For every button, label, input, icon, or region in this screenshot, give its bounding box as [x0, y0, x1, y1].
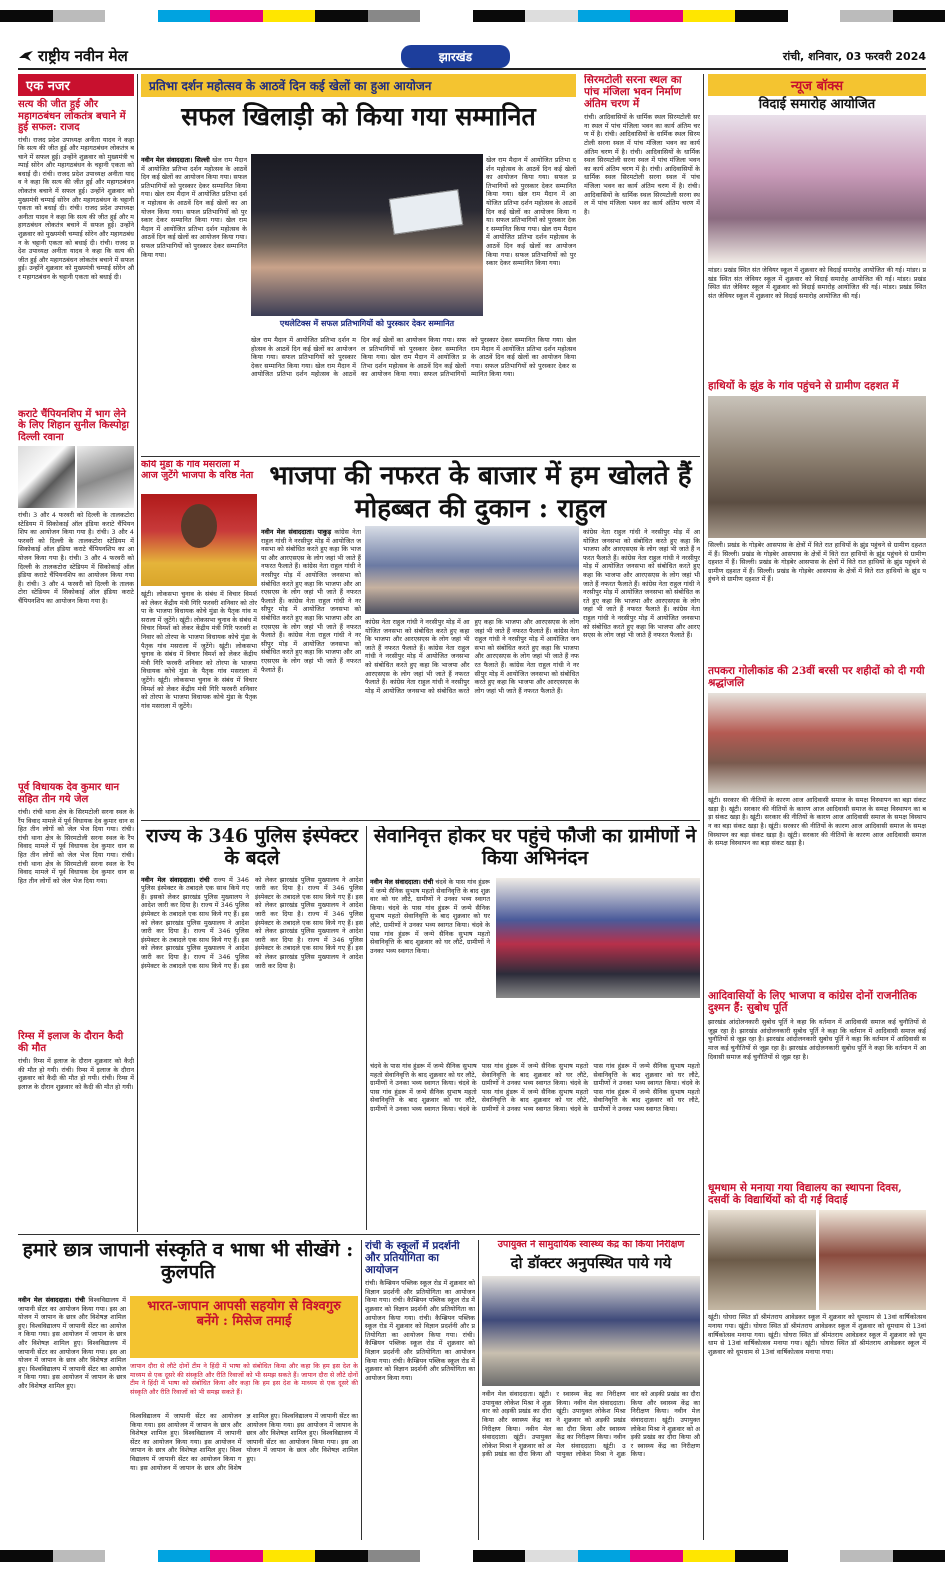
- inspection-photo: [482, 1276, 700, 1386]
- right-story-5-body: खूंटी। घोघरा स्थित डॉ श्रीमंतराय आवेडकर स्कूल में शुक्रवार को धूमधाम से 13वां वार्षिकोत्सव मनाया गया। खूंटी। घोघरा स्थित डॉ श्रीमंतराय आवेडकर स्कूल में शुक्रवार को धूमधाम से 13वां वार्षिकोत्सव मनाया गया। खूंटी। घोघरा स्थित डॉ श्रीमंतराय आवेडकर स्कूल में शुक्रवार को धूमधाम से 13वां वार्षिकोत्सव मनाया गया। खूंटी। घोघरा स्थित डॉ श्रीमंतराय आवेडकर स्कूल में शुक्रवार को धूमधाम से 13वां वार्षिकोत्सव मनाया गया।: [708, 1313, 926, 1356]
- sirmatoli-story: [584, 74, 700, 454]
- karate-photo-2: [77, 446, 134, 508]
- japanese-body-col2: विश्वविद्यालय में जापानी सेंटर का आयोजन किया गया। इस आयोजन में जापान के छात्र और विशेषज्ञ शामिल हुए। विश्वविद्यालय में जापानी सेंटर का आयोजन किया गया। इस आयोजन में जापान के छात्र और विशेषज्ञ शामिल हुए। विश्वविद्यालय में जापानी सेंटर का आयोजन किया गया। इस आयोजन में जापान के छात्र और विशेषज्ञ शामिल हुए। विश्वविद्यालय में जापानी सेंटर का आयोजन किया गया। इस आयोजन में जापान के छात्र और विशेषज्ञ शामिल हुए। विश्वविद्यालय में जापानी सेंटर का आयोजन किया गया। इस आयोजन में जापान के छात्र और विशेषज्ञ शामिल हुए।: [130, 1412, 358, 1472]
- right-story-5-headline: धूमधाम से मनाया गया विद्यालय का स्थापना दिवस, दसवीं के विद्यार्थियों को दी गई विदाई: [708, 1182, 902, 1207]
- left-story-2-headline: कराटे चैंपियनशिप में भाग लेने के लिए शिहान सुनील किस्पोट्टा दिल्ली रवाना: [18, 408, 129, 443]
- koye-munda-kicker: कोये मुंडा के गांव मसराला में आज जुटेंगे भाजपा के वरिष्ठ नेता: [141, 460, 254, 481]
- masthead: [18, 44, 926, 70]
- main-top-body-col3: खेल राम मैदान में आयोजित प्रतिभा दर्शन महोत्सव के आठवें दिन कई खेलों का आयोजन किया गया। सफल प्रतिभागियों को पुरस्कार देकर सम्मानित किया गया। खेल राम मैदान में आयोजित प्रतिभा दर्शन महोत्सव के आठवें दिन कई खेलों का आयोजन किया गया। सफल प्रतिभागियों को पुरस्कार देकर सम्मानित किया गया। खेल राम मैदान में आयोजित प्रतिभा दर्शन महोत्सव के आठवें दिन कई खेलों का आयोजन किया गया। सफल प्रतिभागियों को पुरस्कार देकर सम्मानित किया गया।: [486, 156, 576, 268]
- column-rule: [478, 1240, 479, 1540]
- newspaper-name: राष्ट्रीय नवीन मेल: [38, 47, 128, 65]
- japan-quote-headline: भारत-जापान आपसी सहयोग से विश्वगुरु बनेंगे : मिसेज तमाई: [147, 1299, 341, 1329]
- print-color-strip-top: [0, 10, 945, 22]
- rahul-body-col3: कांग्रेस नेता राहुल गांधी ने नरसीपुर मोड़ में आयोजित जनसभा को संबोधित करते हुए कहा कि भाजपा और आरएसएस के लोग जहां भी जाते हैं नफरत फैलाते हैं। कांग्रेस नेता राहुल गांधी ने नरसीपुर मोड़ में आयोजित जनसभा को संबोधित करते हुए कहा कि भाजपा और आरएसएस के लोग जहां भी जाते हैं नफरत फैलाते हैं। कांग्रेस नेता राहुल गांधी ने नरसीपुर मोड़ में आयोजित जनसभा को संबोधित करते हुए कहा कि भाजपा और आरएसएस के लोग जहां भी जाते हैं नफरत फैलाते हैं। कांग्रेस नेता राहुल गांधी ने नरसीपुर मोड़ में आयोजित जनसभा को संबोधित करते हुए कहा कि भाजपा और आरएसएस के लोग जहां भी जाते हैं नफरत फैलाते हैं।: [583, 528, 700, 640]
- sirmatoli-headline: सिरमटोली सरना स्थल का पांच मंजिला भवन निर्माण अंतिम चरण में: [584, 74, 682, 111]
- soldier-welcome-photo: [496, 878, 700, 998]
- police-transfer-story: [141, 826, 363, 1230]
- dateline: रांची, शनिवार, 03 फरवरी 2024: [782, 49, 926, 63]
- rahul-body-col2: कांग्रेस नेता राहुल गांधी ने नरसीपुर मोड़ में आयोजित जनसभा को संबोधित करते हुए कहा कि भाजपा और आरएसएस के लोग जहां भी जाते हैं नफरत फैलाते हैं। कांग्रेस नेता राहुल गांधी ने नरसीपुर मोड़ में आयोजित जनसभा को संबोधित करते हुए कहा कि भाजपा और आरएसएस के लोग जहां भी जाते हैं नफरत फैलाते हैं। कांग्रेस नेता राहुल गांधी ने नरसीपुर मोड़ में आयोजित जनसभा को संबोधित करते हुए कहा कि भाजपा और आरएसएस के लोग जहां भी जाते हैं नफरत फैलाते हैं। कांग्रेस नेता राहुल गांधी ने नरसीपुर मोड़ में आयोजित जनसभा को संबोधित करते हुए कहा कि भाजपा और आरएसएस के लोग जहां भी जाते हैं नफरत फैलाते हैं। कांग्रेस नेता राहुल गांधी ने नरसीपुर मोड़ में आयोजित जनसभा को संबोधित करते हुए कहा कि भाजपा और आरएसएस के लोग जहां भी जाते हैं नफरत फैलाते हैं।: [365, 618, 579, 695]
- school-exhibition-story: [365, 1240, 475, 1540]
- ek-nazar-label: एक नजर: [18, 74, 134, 96]
- portrait-face: [181, 504, 217, 548]
- police-transfer-headline: राज्य के 346 पुलिस इंस्पेक्टर के बदले: [146, 826, 358, 869]
- section-rule: [18, 1234, 700, 1235]
- newspaper-logo: [18, 46, 128, 66]
- farewell-photo: [708, 115, 926, 263]
- school-day-photos: [708, 1210, 926, 1310]
- japan-quote-box: [130, 1296, 358, 1358]
- doctors-headline: दो डॉक्टर अनुपस्थित पाये गये: [510, 1253, 672, 1272]
- section-rule: [141, 820, 700, 821]
- print-color-strip-bottom: [0, 1550, 945, 1562]
- doctors-kicker: उपायुक्त ने सामुदायिक स्वास्थ्य केंद्र का किया निरीक्षण: [497, 1240, 685, 1250]
- right-story-1-headline: विदाई समारोह आयोजित: [758, 97, 876, 112]
- rahul-headline: भाजपा की नफरत के बाजार में हम खोलते हैं मोहब्बत की दुकान : राहुल: [269, 461, 692, 524]
- elephant-damage-photo: [708, 396, 926, 538]
- news-box-label: न्यूज बॉक्स: [708, 74, 926, 96]
- japanese-body-col1: नवीन मेल संवाददाता। रांची विश्वविद्यालय में जापानी सेंटर का आयोजन किया गया। इस आयोजन में जापान के छात्र और विशेषज्ञ शामिल हुए। विश्वविद्यालय में जापानी सेंटर का आयोजन किया गया। इस आयोजन में जापान के छात्र और विशेषज्ञ शामिल हुए। विश्वविद्यालय में जापानी सेंटर का आयोजन किया गया। इस आयोजन में जापान के छात्र और विशेषज्ञ शामिल हुए। विश्वविद्यालय में जापानी सेंटर का आयोजन किया गया। इस आयोजन में जापान के छात्र और विशेषज्ञ शामिल हुए।: [18, 1296, 126, 1390]
- right-story-2-headline: हाथियों के झुंड के गांव पहुंचने से ग्रामीण दहशत में: [708, 379, 899, 392]
- rally-photo: [365, 526, 579, 614]
- soldier-headline: सेवानिवृत्त होकर घर पहुंचे फौजी का ग्रामीणों ने किया अभिनंदन: [373, 826, 697, 869]
- sirmatoli-body: रांची। आदिवासियों के धार्मिक स्थल सिरमटोली सरना स्थल में पांच मंजिला भवन का कार्य अंतिम चरण में है। रांची। आदिवासियों के धार्मिक स्थल सिरमटोली सरना स्थल में पांच मंजिला भवन का कार्य अंतिम चरण में है। रांची। आदिवासियों के धार्मिक स्थल सिरमटोली सरना स्थल में पांच मंजिला भवन का कार्य अंतिम चरण में है। रांची। आदिवासियों के धार्मिक स्थल सिरमटोली सरना स्थल में पांच मंजिला भवन का कार्य अंतिम चरण में है। रांची। आदिवासियों के धार्मिक स्थल सिरमटोली सरना स्थल में पांच मंजिला भवन का कार्य अंतिम चरण में है।: [584, 113, 700, 216]
- karate-photo-1: [18, 446, 75, 508]
- main-top-body: नवीन मेल संवाददाता। सिल्ली खेल राम मैदान में आयोजित प्रतिभा दर्शन महोत्सव के आठवें दिन कई खेलों का आयोजन किया गया। सफल प्रतिभागियों को पुरस्कार देकर सम्मानित किया गया। खेल राम मैदान में आयोजित प्रतिभा दर्शन महोत्सव के आठवें दिन कई खेलों का आयोजन किया गया। सफल प्रतिभागियों को पुरस्कार देकर सम्मानित किया गया। खेल राम मैदान में आयोजित प्रतिभा दर्शन महोत्सव के आठवें दिन कई खेलों का आयोजन किया गया। सफल प्रतिभागियों को पुरस्कार देकर सम्मानित किया गया।: [141, 156, 247, 259]
- police-transfer-body: नवीन मेल संवाददाता। रांची राज्य में 346 पुलिस इंस्पेक्टर के तबादले एक साथ किये गए हैं। इसको लेकर झारखंड पुलिस मुख्यालय ने आदेश जारी कर दिया है। राज्य में 346 पुलिस इंस्पेक्टर के तबादले एक साथ किये गए हैं। इसको लेकर झारखंड पुलिस मुख्यालय ने आदेश जारी कर दिया है। राज्य में 346 पुलिस इंस्पेक्टर के तबादले एक साथ किये गए हैं। इसको लेकर झारखंड पुलिस मुख्यालय ने आदेश जारी कर दिया है। राज्य में 346 पुलिस इंस्पेक्टर के तबादले एक साथ किये गए हैं। इसको लेकर झारखंड पुलिस मुख्यालय ने आदेश जारी कर दिया है। राज्य में 346 पुलिस इंस्पेक्टर के तबादले एक साथ किये गए हैं। इसको लेकर झारखंड पुलिस मुख्यालय ने आदेश जारी कर दिया है। राज्य में 346 पुलिस इंस्पेक्टर के तबादले एक साथ किये गए हैं। इसको लेकर झारखंड पुलिस मुख्यालय ने आदेश जारी कर दिया है। राज्य में 346 पुलिस इंस्पेक्टर के तबादले एक साथ किये गए हैं। इसको लेकर झारखंड पुलिस मुख्यालय ने आदेश जारी कर दिया है।: [141, 875, 363, 970]
- column-rule: [361, 1240, 362, 1540]
- section-title: झारखंड: [401, 45, 510, 68]
- award-ceremony-photo: [251, 154, 483, 316]
- right-story-2-body: सिल्ली। प्रखंड के गोड़बेर आसपास के क्षेत्रों में विते रात हाथियों के झुंड पहुंचने से ग्रामीण दहशत में हैं। सिल्ली। प्रखंड के गोड़बेर आसपास के क्षेत्रों में विते रात हाथियों के झुंड पहुंचने से ग्रामीण दहशत में हैं। सिल्ली। प्रखंड के गोड़बेर आसपास के क्षेत्रों में विते रात हाथियों के झुंड पहुंचने से ग्रामीण दहशत में हैं। सिल्ली। प्रखंड के गोड़बेर आसपास के क्षेत्रों में विते रात हाथियों के झुंड पहुंचने से ग्रामीण दहशत में हैं।: [708, 541, 926, 584]
- column-rule: [366, 826, 367, 1230]
- school-photo-1: [708, 1210, 816, 1310]
- column-rule: [137, 74, 138, 1232]
- section-rule: [141, 456, 700, 457]
- school-photo-2: [819, 1210, 927, 1310]
- main-top-headline: सफल खिलाड़ी को किया गया सम्मानित: [181, 102, 536, 131]
- right-story-4-body: झारखंड आंदोलनकारी सुबोध पूर्ति ने कहा कि वर्तमान में आदिवासी समाज कई चुनौतियों से जूझ रहा है। झारखंड आंदोलनकारी सुबोध पूर्ति ने कहा कि वर्तमान में आदिवासी समाज कई चुनौतियों से जूझ रहा है। झारखंड आंदोलनकारी सुबोध पूर्ति ने कहा कि वर्तमान में आदिवासी समाज कई चुनौतियों से जूझ रहा है। झारखंड आंदोलनकारी सुबोध पूर्ति ने कहा कि वर्तमान में आदिवासी समाज कई चुनौतियों से जूझ रहा है।: [708, 1018, 926, 1061]
- rahul-body-col1: नवीन मेल संवाददाता। पाकुड़ कांग्रेस नेता राहुल गांधी ने नरसीपुर मोड़ में आयोजित जनसभा को संबोधित करते हुए कहा कि भाजपा और आरएसएस के लोग जहां भी जाते हैं नफरत फैलाते हैं। कांग्रेस नेता राहुल गांधी ने नरसीपुर मोड़ में आयोजित जनसभा को संबोधित करते हुए कहा कि भाजपा और आरएसएस के लोग जहां भी जाते हैं नफरत फैलाते हैं। कांग्रेस नेता राहुल गांधी ने नरसीपुर मोड़ में आयोजित जनसभा को संबोधित करते हुए कहा कि भाजपा और आरएसएस के लोग जहां भी जाते हैं नफरत फैलाते हैं। कांग्रेस नेता राहुल गांधी ने नरसीपुर मोड़ में आयोजित जनसभा को संबोधित करते हुए कहा कि भाजपा और आरएसएस के लोग जहां भी जाते हैं नफरत फैलाते हैं।: [261, 528, 361, 674]
- main-top-body-bottom: खेल राम मैदान में आयोजित प्रतिभा दर्शन महोत्सव के आठवें दिन कई खेलों का आयोजन किया गया। सफल प्रतिभागियों को पुरस्कार देकर सम्मानित किया गया। खेल राम मैदान में आयोजित प्रतिभा दर्शन महोत्सव के आठवें दिन कई खेलों का आयोजन किया गया। सफल प्रतिभागियों को पुरस्कार देकर सम्मानित किया गया। खेल राम मैदान में आयोजित प्रतिभा दर्शन महोत्सव के आठवें दिन कई खेलों का आयोजन किया गया। सफल प्रतिभागियों को पुरस्कार देकर सम्मानित किया गया। खेल राम मैदान में आयोजित प्रतिभा दर्शन महोत्सव के आठवें दिन कई खेलों का आयोजन किया गया। सफल प्रतिभागियों को पुरस्कार देकर सम्मानित किया गया।: [251, 336, 576, 379]
- left-story-1-headline: सत्य की जीत हुई और महागठबंधन लोकतंत्र बचाने में हुई सफल: राजद: [18, 99, 126, 133]
- right-story-1-body: मांडर। प्रखंड स्थित संत जेवियर स्कूल में शुक्रवार को विदाई समारोह आयोजित की गई। मांडर। प्रखंड स्थित संत जेवियर स्कूल में शुक्रवार को विदाई समारोह आयोजित की गई। मांडर। प्रखंड स्थित संत जेवियर स्कूल में शुक्रवार को विदाई समारोह आयोजित की गई। मांडर। प्रखंड स्थित संत जेवियर स्कूल में शुक्रवार को विदाई समारोह आयोजित की गई।: [708, 265, 926, 300]
- koye-munda-body: खूंटी। लोकसभा चुनाव के संबंध में विचार विमर्श को लेकर केंद्रीय मंत्री गिरि फरवरी शनिवार को तोरपा के भाजपा विधायक कोचे मुंडा के पैतृक गांव मसराला में जुटेंगे। खूंटी। लोकसभा चुनाव के संबंध में विचार विमर्श को लेकर केंद्रीय मंत्री गिरि फरवरी शनिवार को तोरपा के भाजपा विधायक कोचे मुंडा के पैतृक गांव मसराला में जुटेंगे। खूंटी। लोकसभा चुनाव के संबंध में विचार विमर्श को लेकर केंद्रीय मंत्री गिरि फरवरी शनिवार को तोरपा के भाजपा विधायक कोचे मुंडा के पैतृक गांव मसराला में जुटेंगे। खूंटी। लोकसभा चुनाव के संबंध में विचार विमर्श को लेकर केंद्रीय मंत्री गिरि फरवरी शनिवार को तोरपा के भाजपा विधायक कोचे मुंडा के पैतृक गांव मसराला में जुटेंगे।: [141, 590, 257, 710]
- bird-icon: [18, 49, 34, 63]
- soldier-story: [370, 826, 700, 1230]
- doctors-body: नवीन मेल संवाददाता। खूंटी। उपायुक्त लोकेश मिश्रा ने शुक्रवार को अड़की प्रखंड का दौरा किया और स्वास्थ्य केंद्र का निरीक्षण किया। नवीन मेल संवाददाता। खूंटी। उपायुक्त लोकेश मिश्रा ने शुक्रवार को अड़की प्रखंड का दौरा किया और स्वास्थ्य केंद्र का निरीक्षण किया। नवीन मेल संवाददाता। खूंटी। उपायुक्त लोकेश मिश्रा ने शुक्रवार को अड़की प्रखंड का दौरा किया और स्वास्थ्य केंद्र का निरीक्षण किया। नवीन मेल संवाददाता। खूंटी। उपायुक्त लोकेश मिश्रा ने शुक्रवार को अड़की प्रखंड का दौरा किया और स्वास्थ्य केंद्र का निरीक्षण किया। नवीन मेल संवाददाता। खूंटी। उपायुक्त लोकेश मिश्रा ने शुक्रवार को अड़की प्रखंड का दौरा किया और स्वास्थ्य केंद्र का निरीक्षण किया।: [482, 1390, 700, 1459]
- rahul-story: [141, 460, 700, 816]
- soldier-body-bottom: चंदवे के पास गांव हुंडरू में जन्मे सैनिक सुभाष महतो सेवानिवृत्ति के बाद शुक्रवार को घर लौटे, ग्रामीणों ने उनका भव्य स्वागत किया। चंदवे के पास गांव हुंडरू में जन्मे सैनिक सुभाष महतो सेवानिवृत्ति के बाद शुक्रवार को घर लौटे, ग्रामीणों ने उनका भव्य स्वागत किया। चंदवे के पास गांव हुंडरू में जन्मे सैनिक सुभाष महतो सेवानिवृत्ति के बाद शुक्रवार को घर लौटे, ग्रामीणों ने उनका भव्य स्वागत किया। चंदवे के पास गांव हुंडरू में जन्मे सैनिक सुभाष महतो सेवानिवृत्ति के बाद शुक्रवार को घर लौटे, ग्रामीणों ने उनका भव्य स्वागत किया। चंदवे के पास गांव हुंडरू में जन्मे सैनिक सुभाष महतो सेवानिवृत्ति के बाद शुक्रवार को घर लौटे, ग्रामीणों ने उनका भव्य स्वागत किया। चंदवे के पास गांव हुंडरू में जन्मे सैनिक सुभाष महतो सेवानिवृत्ति के बाद शुक्रवार को घर लौटे, ग्रामीणों ने उनका भव्य स्वागत किया।: [370, 1062, 700, 1113]
- right-story-4-headline: आदिवासियों के लिए भाजपा व कांग्रेस दोनों राजनीतिक दुश्मन हैं: सुबोध पूर्ति: [708, 990, 917, 1015]
- soldier-body-col1: नवीन मेल संवाददाता। रांची चंदवे के पास गांव हुंडरू में जन्मे सैनिक सुभाष महतो सेवानिवृत्ति के बाद शुक्रवार को घर लौटे, ग्रामीणों ने उनका भव्य स्वागत किया। चंदवे के पास गांव हुंडरू में जन्मे सैनिक सुभाष महतो सेवानिवृत्ति के बाद शुक्रवार को घर लौटे, ग्रामीणों ने उनका भव्य स्वागत किया। चंदवे के पास गांव हुंडरू में जन्मे सैनिक सुभाष महतो सेवानिवृत्ति के बाद शुक्रवार को घर लौटे, ग्रामीणों ने उनका भव्य स्वागत किया।: [370, 878, 490, 955]
- japanese-headline: हमारे छात्र जापानी संस्कृति व भाषा भी सीखेंगे : कुलपति: [22, 1240, 354, 1283]
- tribute-photo: [708, 693, 926, 793]
- karate-photos: [18, 446, 134, 508]
- photo-caption: एथलेटिक्स में सफल प्रतिभागियों को पुरस्कार देकर सम्मानित: [279, 319, 455, 328]
- left-story-2-body: रांची। 3 और 4 फरवरी को दिल्ली के तालकटोरा स्टेडियम में सिकोकाई ऑल इंडिया कराटे चैंपियनशिप का आयोजन किया गया है। रांची। 3 और 4 फरवरी को दिल्ली के तालकटोरा स्टेडियम में सिकोकाई ऑल इंडिया कराटे चैंपियनशिप का आयोजन किया गया है। रांची। 3 और 4 फरवरी को दिल्ली के तालकटोरा स्टेडियम में सिकोकाई ऑल इंडिया कराटे चैंपियनशिप का आयोजन किया गया है। रांची। 3 और 4 फरवरी को दिल्ली के तालकटोरा स्टेडियम में सिकोकाई ऑल इंडिया कराटे चैंपियनशिप का आयोजन किया गया है।: [18, 511, 134, 605]
- left-column: [18, 74, 134, 1232]
- main-top-story: [141, 74, 576, 454]
- main-top-kicker: प्रतिभा दर्शन महोत्सव के आठवें दिन कई खेलों का हुआ आयोजन: [141, 74, 576, 97]
- japan-quote-body: जापान दौरा से लौटे दोनों टीम ने हिंदी में भाषा को संबोधित किया और कहा कि हम इस देश के माध्यम से एक दूसरे की संस्कृति और रीति रिवाजों को भी समझ सकते हैं। जापान दौरा से लौटे दोनों टीम ने हिंदी में भाषा को संबोधित किया और कहा कि हम इस देश के माध्यम से एक दूसरे की संस्कृति और रीति रिवाजों को भी समझ सकते हैं।: [130, 1362, 358, 1396]
- doctors-absent-story: [482, 1240, 700, 1540]
- school-exhibition-body: रांची। कैम्ब्रियन पब्लिक स्कूल रोड में शुक्रवार को विज्ञान प्रदर्शनी और प्रतियोगिता का आयोजन किया गया। रांची। कैम्ब्रियन पब्लिक स्कूल रोड में शुक्रवार को विज्ञान प्रदर्शनी और प्रतियोगिता का आयोजन किया गया। रांची। कैम्ब्रियन पब्लिक स्कूल रोड में शुक्रवार को विज्ञान प्रदर्शनी और प्रतियोगिता का आयोजन किया गया। रांची। कैम्ब्रियन पब्लिक स्कूल रोड में शुक्रवार को विज्ञान प्रदर्शनी और प्रतियोगिता का आयोजन किया गया। रांची। कैम्ब्रियन पब्लिक स्कूल रोड में शुक्रवार को विज्ञान प्रदर्शनी और प्रतियोगिता का आयोजन किया गया।: [365, 1279, 475, 1382]
- right-story-3-body: खूंटी। सरकार की नीतियों के कारण आज आदिवासी समाज के समक्ष विस्थापन का बड़ा संकट खड़ा है। खूंटी। सरकार की नीतियों के कारण आज आदिवासी समाज के समक्ष विस्थापन का बड़ा संकट खड़ा है। खूंटी। सरकार की नीतियों के कारण आज आदिवासी समाज के समक्ष विस्थापन का बड़ा संकट खड़ा है। खूंटी। सरकार की नीतियों के कारण आज आदिवासी समाज के समक्ष विस्थापन का बड़ा संकट खड़ा है। खूंटी। सरकार की नीतियों के कारण आज आदिवासी समाज के समक्ष विस्थापन का बड़ा संकट खड़ा है।: [708, 796, 926, 848]
- right-story-3-headline: तपकरा गोलीकांड की 23वीं बरसी पर शहीदों को दी गयी श्रद्धांजलि: [708, 665, 925, 690]
- leader-portrait: [141, 494, 257, 586]
- left-story-3-body: रांची। रांची थाना क्षेत्र के सिरमटोली सरना स्थल के रैंप विवाद मामले में पूर्व विधायक देव कुमार धान सहित तीन लोगों को जेल भेज दिया गया। रांची। रांची थाना क्षेत्र के सिरमटोली सरना स्थल के रैंप विवाद मामले में पूर्व विधायक देव कुमार धान सहित तीन लोगों को जेल भेज दिया गया। रांची। रांची थाना क्षेत्र के सिरमटोली सरना स्थल के रैंप विवाद मामले में पूर्व विधायक देव कुमार धान सहित तीन लोगों को जेल भेज दिया गया।: [18, 808, 134, 885]
- left-story-4-headline: रिम्स में इलाज के दौरान कैदी की मौत: [18, 1031, 124, 1054]
- school-exhibition-headline: रांची के स्कूलों में प्रदर्शनी और प्रतियोगिता का आयोजन: [365, 1240, 460, 1277]
- left-story-4-body: रांची। रिम्स में इलाज के दौरान शुक्रवार को कैदी की मौत हो गयी। रांची। रिम्स में इलाज के दौरान शुक्रवार को कैदी की मौत हो गयी। रांची। रिम्स में इलाज के दौरान शुक्रवार को कैदी की मौत हो गयी।: [18, 1057, 134, 1091]
- japanese-culture-story: [18, 1240, 358, 1540]
- right-column: [708, 74, 926, 1540]
- cheque-board: [389, 189, 463, 234]
- column-rule: [703, 74, 704, 1540]
- left-story-1-body: रांची। राजद प्रदेश उपाध्यक्ष अनीता यादव ने कहा कि सत्य की जीत हुई और महागठबंधन लोकतंत्र बचाने में सफल हुई। उन्होंने शुक्रवार को मुख्यमंत्री चम्पाई सोरेन और महागठबंधन के चट्टानी एकता को बधाई दी। रांची। राजद प्रदेश उपाध्यक्ष अनीता यादव ने कहा कि सत्य की जीत हुई और महागठबंधन लोकतंत्र बचाने में सफल हुई। उन्होंने शुक्रवार को मुख्यमंत्री चम्पाई सोरेन और महागठबंधन के चट्टानी एकता को बधाई दी। रांची। राजद प्रदेश उपाध्यक्ष अनीता यादव ने कहा कि सत्य की जीत हुई और महागठबंधन लोकतंत्र बचाने में सफल हुई। उन्होंने शुक्रवार को मुख्यमंत्री चम्पाई सोरेन और महागठबंधन के चट्टानी एकता को बधाई दी। रांची। राजद प्रदेश उपाध्यक्ष अनीता यादव ने कहा कि सत्य की जीत हुई और महागठबंधन लोकतंत्र बचाने में सफल हुई। उन्होंने शुक्रवार को मुख्यमंत्री चम्पाई सोरेन और महागठबंधन के चट्टानी एकता को बधाई दी।: [18, 135, 134, 281]
- left-story-3-headline: पूर्व विधायक देव कुमार धान सहित तीन गये जेल: [18, 782, 120, 805]
